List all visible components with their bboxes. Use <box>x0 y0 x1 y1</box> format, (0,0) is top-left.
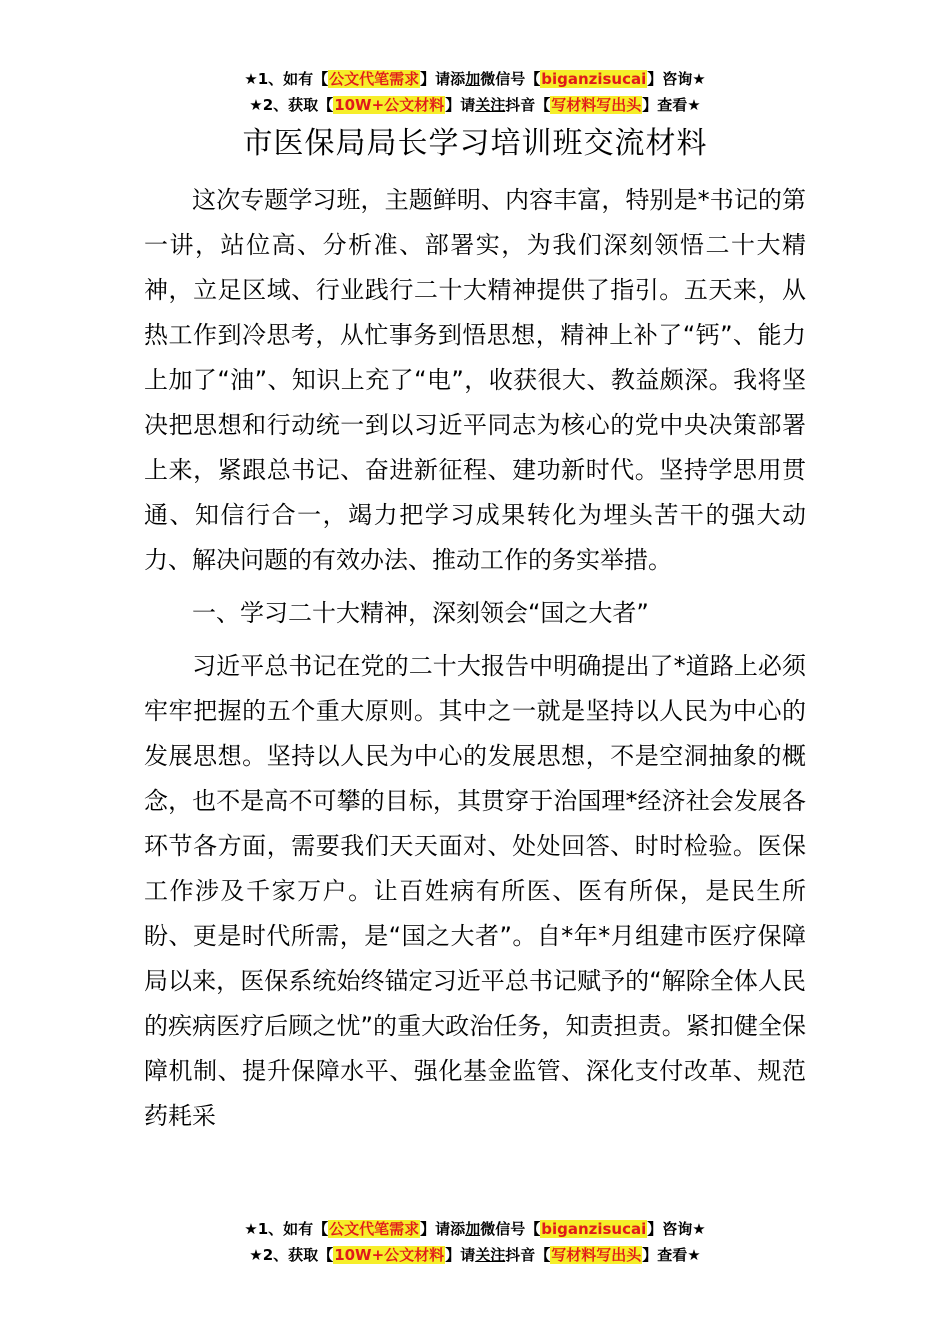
highlight-materials: 10W+公文材料 <box>334 96 445 114</box>
promo-line-1: ★1、如有【公文代笔需求】请添加微信号【biganzisucai】咨询★ <box>244 70 706 88</box>
highlight-wechat-id: biganzisucai <box>541 1220 647 1238</box>
promo-line-1: ★1、如有【公文代笔需求】请添加微信号【biganzisucai】咨询★ <box>244 1220 706 1238</box>
promo-banner-bottom <box>0 1216 950 1268</box>
highlight-douyin-account: 写材料写出头 <box>551 96 642 114</box>
highlight-service: 公文代笔需求 <box>329 1220 420 1238</box>
promo-banner-top <box>0 66 950 118</box>
document-title: 市医保局局长学习培训班交流材料 <box>242 126 708 161</box>
section-heading-1: 一、学习二十大精神，深刻领会“国之大者” <box>192 599 649 627</box>
document-body <box>144 178 806 1141</box>
highlight-materials: 10W+公文材料 <box>334 1246 445 1264</box>
promo-line-2: ★2、获取【10W+公文材料】请关注抖音【写材料写出头】查看★ <box>249 1246 701 1264</box>
paragraph-section-1: 习近平总书记在党的二十大报告中明确提出了*道路上必须牢牢把握的五个重大原则。其中之一就是坚持以人民为中心的发展思想。坚持以人民为中心的发展思想，不是空洞抽象的概念，也不是高不可攀的目标，其贯穿于治国理*经济社会发展各环节各方面，需要我们天天面对、处处回答、时时检验。医保工作涉及千家万户。让百姓病有所医、医有所保，是民生所盼、更是时代所需，是“国之大者”。自*年*月组建市医疗保障局以来，医保系统始终锚定习近平总书记赋予的“解除全体人民的疾病医疗后顾之忧”的重大政治任务，知责担责。紧扣健全保障机制、提升保障水平、强化基金监管、深化支付改革、规范药耗采 <box>144 652 806 1130</box>
highlight-wechat-id: biganzisucai <box>541 70 647 88</box>
promo-line-2: ★2、获取【10W+公文材料】请关注抖音【写材料写出头】查看★ <box>249 96 701 114</box>
highlight-service: 公文代笔需求 <box>329 70 420 88</box>
paragraph-intro: 这次专题学习班，主题鲜明、内容丰富，特别是*书记的第一讲，站位高、分析准、部署实，为我们深刻领悟二十大精神，立足区域、行业践行二十大精神提供了指引。五天来，从热工作到冷思考，从忙事务到悟思想，精神上补了“钙”、能力上加了“油”、知识上充了“电”，收获很大、教益颇深。我将坚决把思想和行动统一到以习近平同志为核心的党中央决策部署上来，紧跟总书记、奋进新征程、建功新时代。坚持学思用贯通、知信行合一，竭力把学习成果转化为埋头苦干的强大动力、解决问题的有效办法、推动工作的务实举措。 <box>144 186 806 574</box>
highlight-douyin-account: 写材料写出头 <box>551 1246 642 1264</box>
